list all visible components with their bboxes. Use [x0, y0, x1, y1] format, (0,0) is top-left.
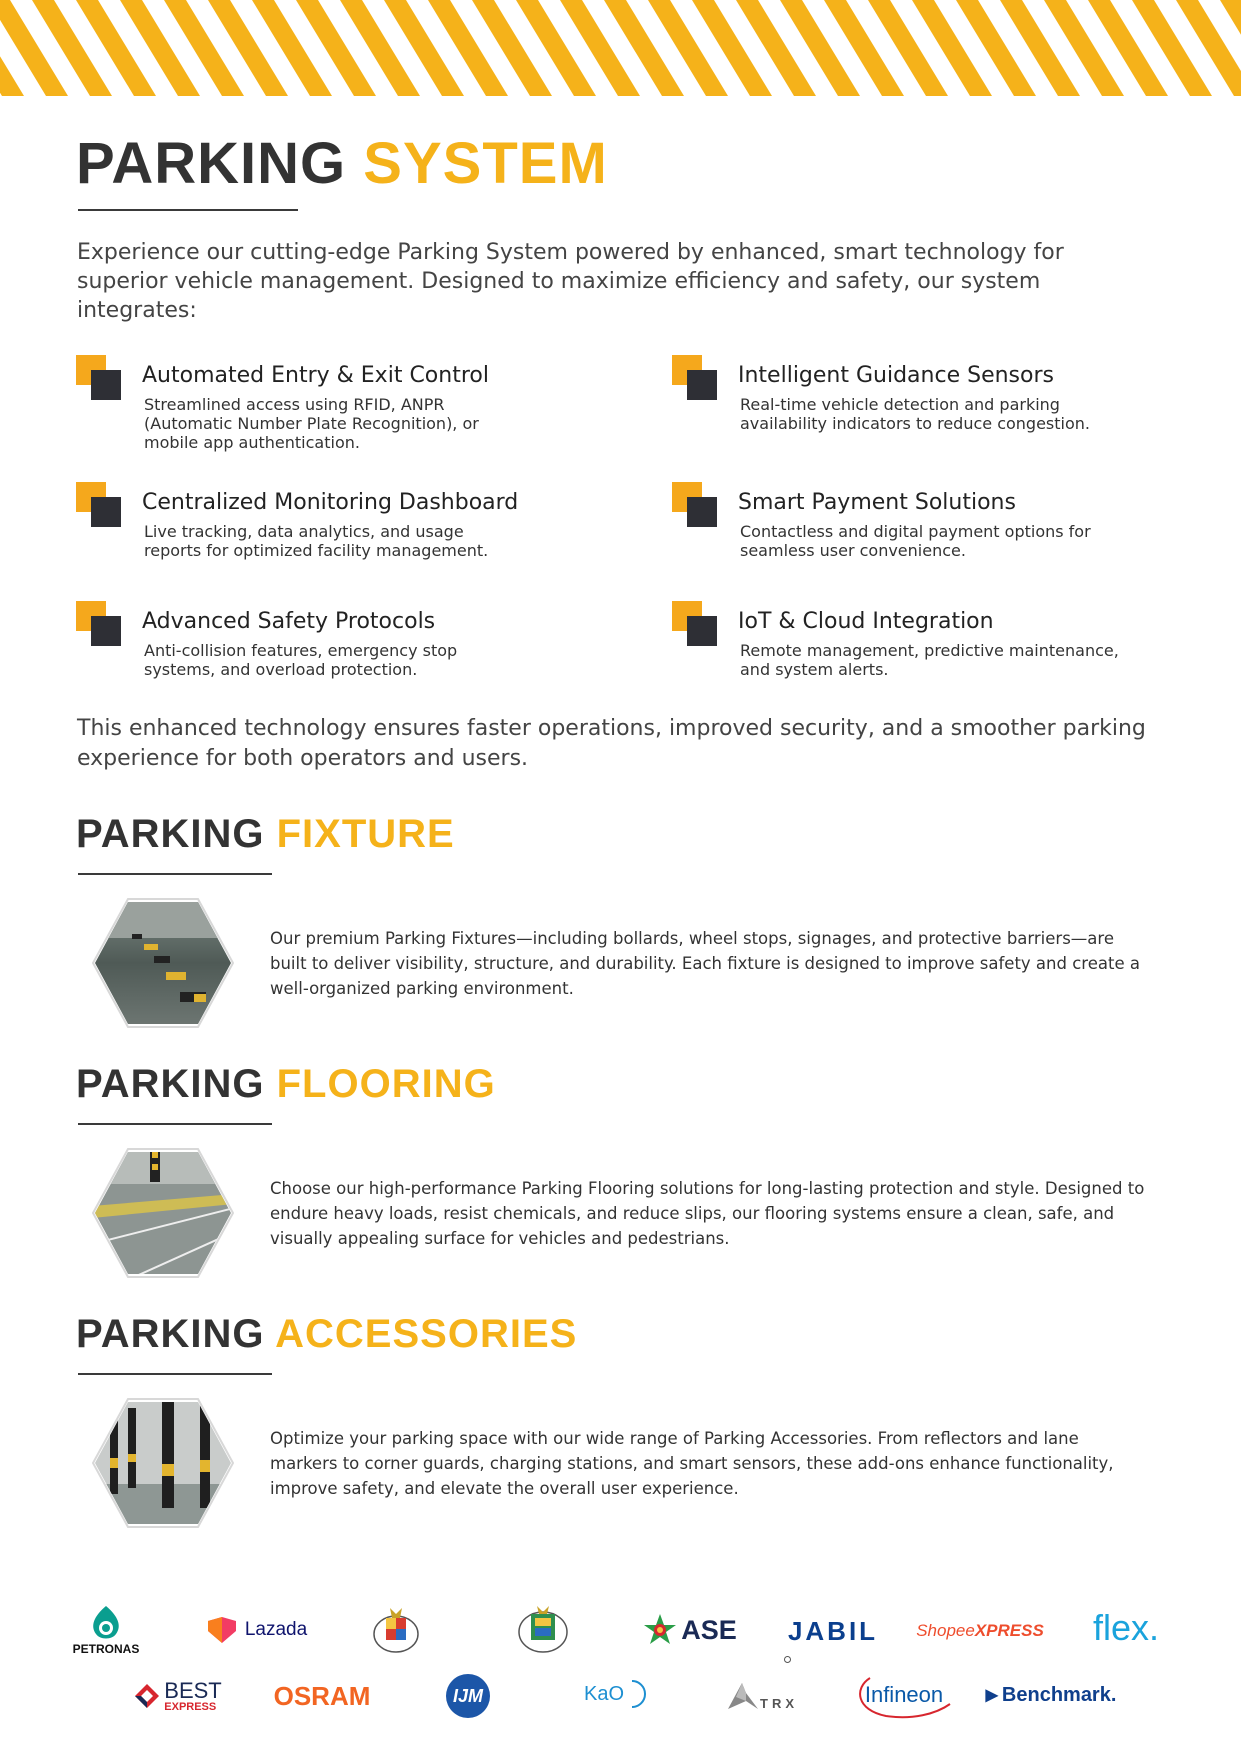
feature-title: Smart Payment Solutions — [738, 490, 1016, 515]
section-title-accent: FIXTURE — [276, 812, 455, 856]
flooring-hexagon-image — [92, 1148, 234, 1278]
express-label: EXPRESS — [164, 1700, 217, 1713]
section-title-accent: ACCESSORIES — [275, 1312, 578, 1356]
kao-label: KaO — [583, 1682, 625, 1705]
lazada-logo — [196, 1612, 316, 1648]
feature-title: Automated Entry & Exit Control — [142, 363, 489, 388]
ijm-logo: IJM — [446, 1674, 490, 1718]
kao-moon-icon — [624, 1679, 646, 1709]
feature-bullet-icon-dark — [91, 616, 121, 646]
infineon-label: Infineon — [864, 1682, 944, 1707]
ase-star-icon — [643, 1613, 677, 1647]
section-underline — [78, 873, 272, 875]
trx-logo — [722, 1676, 802, 1716]
page-title — [76, 130, 608, 197]
section-text-flooring: Choose our high-performance Parking Flooring solutions for long-lasting protection and style. Designed to endure heavy loads, resist chemicals, and reduce slips, our flooring systems ensure a clean, safe, and visually appealing surface for vehicles and pedestrians. — [270, 1179, 1145, 1248]
feature-item — [672, 482, 1192, 582]
trx-peak-icon — [726, 1681, 760, 1711]
section-underline — [78, 1373, 272, 1375]
section-title-dark: PARKING — [76, 1312, 265, 1356]
petronas-logo — [66, 1600, 146, 1660]
feature-title: IoT & Cloud Integration — [738, 609, 994, 634]
page-title-accent: SYSTEM — [363, 131, 608, 196]
section-underline — [78, 1123, 272, 1125]
feature-bullet-icon-dark — [687, 616, 717, 646]
feature-title: Intelligent Guidance Sensors — [738, 363, 1054, 388]
feature-desc: Contactless and digital payment options for seamless user convenience. — [740, 522, 1091, 560]
state-crest-logo — [370, 1604, 422, 1654]
ase-logo — [640, 1612, 740, 1648]
feature-item — [76, 482, 636, 582]
feature-item — [76, 601, 636, 701]
page-title-dark: PARKING — [76, 131, 347, 196]
petronas-label: PETRONAS — [72, 1642, 140, 1656]
feature-bullet-icon-dark — [687, 497, 717, 527]
feature-desc: Anti-collision features, emergency stop systems, and overload protection. — [144, 641, 458, 679]
shopee-label: Shopee — [916, 1621, 975, 1640]
lazada-heart-icon — [205, 1615, 239, 1645]
outro-paragraph: This enhanced technology ensures faster operations, improved security, and a smoother parking experience for both operators and users. — [77, 716, 1146, 771]
feature-desc: Real-time vehicle detection and parking availability indicators to reduce congestion. — [740, 395, 1090, 433]
title-underline — [78, 209, 298, 211]
best-diamond-icon — [134, 1683, 160, 1709]
council-crest-logo — [515, 1604, 571, 1654]
petronas-emblem-icon — [88, 1604, 124, 1642]
ase-label: ASE — [681, 1614, 737, 1645]
kao-logo — [580, 1676, 650, 1712]
jabil-logo: JABIL — [787, 1615, 879, 1646]
lazada-label: Lazada — [244, 1619, 308, 1640]
osram-logo: OSRAM — [273, 1680, 371, 1711]
benchmark-arrow-icon: ▶ — [985, 1687, 998, 1704]
benchmark-logo — [986, 1678, 1116, 1712]
section-title-fixture — [76, 812, 455, 857]
fixture-hexagon-image — [92, 898, 234, 1028]
benchmark-label: Benchmark. — [1001, 1683, 1117, 1706]
feature-bullet-icon-dark — [91, 370, 121, 400]
feature-item — [76, 355, 636, 455]
feature-title: Advanced Safety Protocols — [142, 609, 436, 634]
feature-bullet-icon-dark — [91, 497, 121, 527]
feature-bullet-icon-dark — [687, 370, 717, 400]
section-title-accent: FLOORING — [276, 1062, 496, 1106]
section-text-accessories: Optimize your parking space with our wide range of Parking Accessories. From reflectors and lane markers to corner guards, charging stations, and smart sensors, these add-ons enhance functionality, improve safety, and elevate the overall user experience. — [270, 1429, 1114, 1498]
feature-desc: Live tracking, data analytics, and usage reports for optimized facility management. — [144, 522, 489, 560]
infineon-swoosh-icon — [856, 1670, 952, 1722]
jabil-dot — [784, 1656, 791, 1663]
hazard-stripes-banner — [0, 0, 1241, 96]
section-title-dark: PARKING — [76, 1062, 265, 1106]
section-title-flooring — [76, 1062, 496, 1107]
trx-label: TRX — [760, 1695, 798, 1711]
shopee-xpress-logo — [918, 1614, 1042, 1648]
best-label: BEST — [164, 1677, 222, 1703]
intro-paragraph: Experience our cutting-edge Parking System powered by enhanced, smart technology for superior vehicle management. Designed to maximize efficiency and safety, our system integrates: — [77, 240, 1064, 323]
feature-desc: Remote management, predictive maintenance, and system alerts. — [740, 641, 1119, 679]
section-title-accessories — [76, 1312, 577, 1357]
accessories-hexagon-image — [92, 1398, 234, 1528]
feature-item — [672, 601, 1192, 701]
best-express-logo — [128, 1676, 228, 1716]
xpress-label: XPRESS — [974, 1621, 1044, 1640]
flex-logo: flex. — [1092, 1607, 1160, 1648]
section-title-dark: PARKING — [76, 812, 265, 856]
feature-item — [672, 355, 1192, 455]
section-text-fixture: Our premium Parking Fixtures—including bollards, wheel stops, signages, and protective barriers—are built to deliver visibility, structure, and durability. Each fixture is designed to improve safety and create a well-organized parking environment. — [270, 929, 1140, 998]
feature-desc: Streamlined access using RFID, ANPR (Automatic Number Plate Recognition), or mobile app authentication. — [144, 395, 479, 452]
feature-title: Centralized Monitoring Dashboard — [142, 490, 519, 515]
